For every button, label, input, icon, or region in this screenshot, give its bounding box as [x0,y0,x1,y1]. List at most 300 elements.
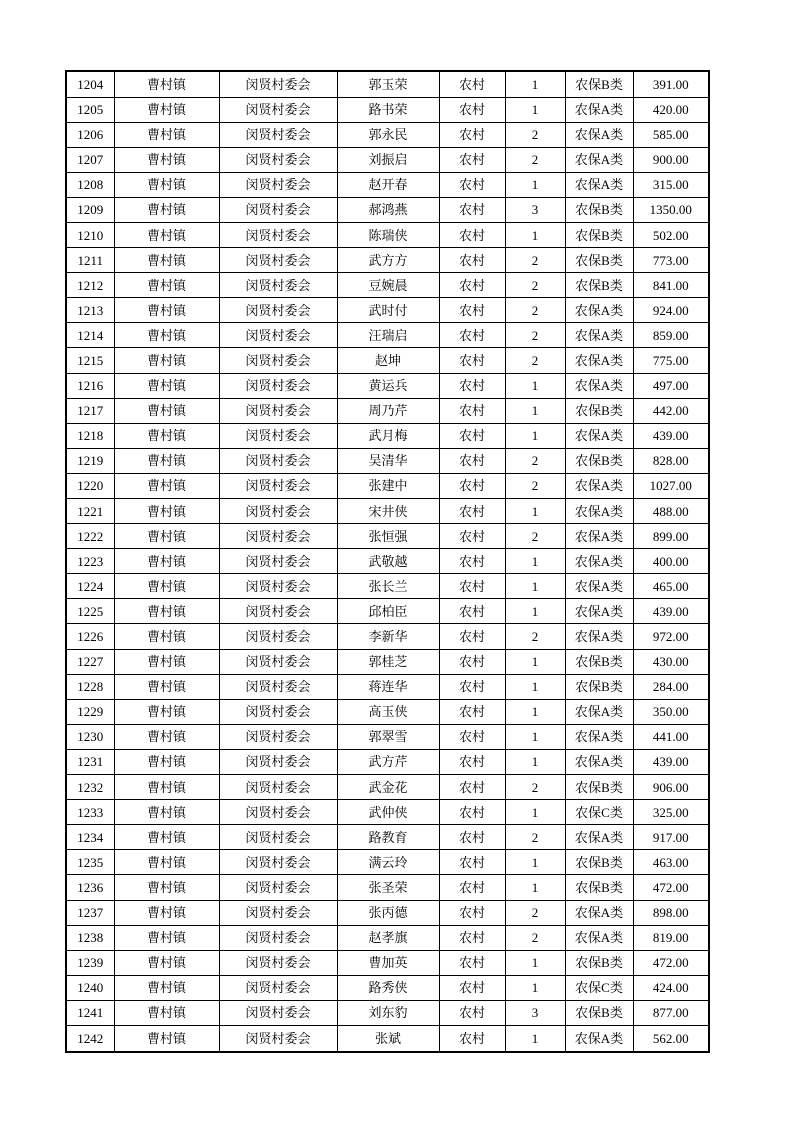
cell-persons: 1 [505,172,565,197]
cell-persons: 1 [505,800,565,825]
cell-town: 曹村镇 [114,749,219,774]
cell-no: 1211 [66,248,114,273]
table-row [66,674,709,699]
cell-no: 1221 [66,499,114,524]
cell-persons: 2 [505,624,565,649]
cell-no: 1234 [66,825,114,850]
cell-name: 周乃芹 [337,398,439,423]
table-row [66,147,709,172]
cell-amount: 284.00 [633,674,709,699]
table-row [66,925,709,950]
cell-name: 黄运兵 [337,373,439,398]
cell-residence: 农村 [439,71,505,97]
insurance-roster-table [65,70,710,1053]
cell-town: 曹村镇 [114,499,219,524]
cell-persons: 2 [505,323,565,348]
cell-residence: 农村 [439,749,505,774]
cell-persons: 2 [505,900,565,925]
cell-village: 闵贤村委会 [219,298,337,323]
cell-name: 武月梅 [337,423,439,448]
cell-amount: 350.00 [633,699,709,724]
cell-town: 曹村镇 [114,800,219,825]
cell-residence: 农村 [439,473,505,498]
cell-town: 曹村镇 [114,624,219,649]
cell-amount: 420.00 [633,97,709,122]
table-body [66,71,709,1052]
cell-insurance: 农保A类 [565,624,633,649]
cell-insurance: 农保B类 [565,398,633,423]
cell-town: 曹村镇 [114,197,219,222]
cell-insurance: 农保A类 [565,97,633,122]
cell-no: 1238 [66,925,114,950]
table-row [66,298,709,323]
cell-town: 曹村镇 [114,398,219,423]
cell-town: 曹村镇 [114,599,219,624]
cell-insurance: 农保B类 [565,950,633,975]
cell-name: 张斌 [337,1025,439,1052]
cell-no: 1230 [66,724,114,749]
cell-persons: 2 [505,122,565,147]
table-row [66,800,709,825]
cell-persons: 1 [505,398,565,423]
cell-town: 曹村镇 [114,975,219,1000]
cell-insurance: 农保A类 [565,172,633,197]
cell-town: 曹村镇 [114,298,219,323]
cell-residence: 农村 [439,900,505,925]
cell-village: 闵贤村委会 [219,624,337,649]
cell-persons: 1 [505,749,565,774]
cell-persons: 1 [505,699,565,724]
cell-residence: 农村 [439,975,505,1000]
table-row [66,423,709,448]
cell-insurance: 农保B类 [565,674,633,699]
cell-amount: 424.00 [633,975,709,1000]
table-row [66,197,709,222]
cell-village: 闵贤村委会 [219,222,337,247]
cell-persons: 1 [505,499,565,524]
cell-town: 曹村镇 [114,1025,219,1052]
cell-name: 张长兰 [337,574,439,599]
cell-no: 1242 [66,1025,114,1052]
cell-amount: 1350.00 [633,197,709,222]
table-row [66,900,709,925]
cell-insurance: 农保A类 [565,473,633,498]
cell-name: 郭永民 [337,122,439,147]
cell-residence: 农村 [439,800,505,825]
cell-residence: 农村 [439,373,505,398]
cell-amount: 441.00 [633,724,709,749]
cell-amount: 430.00 [633,649,709,674]
table-row [66,499,709,524]
cell-name: 路书荣 [337,97,439,122]
cell-name: 武敬越 [337,549,439,574]
cell-village: 闵贤村委会 [219,197,337,222]
cell-town: 曹村镇 [114,875,219,900]
cell-residence: 农村 [439,875,505,900]
table-row [66,624,709,649]
cell-insurance: 农保B类 [565,875,633,900]
cell-residence: 农村 [439,423,505,448]
cell-amount: 1027.00 [633,473,709,498]
cell-residence: 农村 [439,950,505,975]
cell-persons: 1 [505,423,565,448]
table-row [66,1000,709,1025]
cell-insurance: 农保C类 [565,800,633,825]
cell-persons: 2 [505,298,565,323]
cell-name: 赵开春 [337,172,439,197]
cell-amount: 900.00 [633,147,709,172]
table-row [66,448,709,473]
cell-persons: 1 [505,649,565,674]
table-row [66,749,709,774]
table-row [66,248,709,273]
cell-insurance: 农保A类 [565,147,633,172]
cell-persons: 1 [505,71,565,97]
cell-persons: 1 [505,850,565,875]
table-row [66,122,709,147]
cell-town: 曹村镇 [114,97,219,122]
cell-name: 宋井侠 [337,499,439,524]
cell-insurance: 农保A类 [565,900,633,925]
cell-persons: 1 [505,1025,565,1052]
cell-town: 曹村镇 [114,549,219,574]
table-row [66,473,709,498]
cell-persons: 1 [505,97,565,122]
cell-name: 路教育 [337,825,439,850]
cell-no: 1232 [66,775,114,800]
cell-insurance: 农保A类 [565,549,633,574]
cell-persons: 2 [505,524,565,549]
cell-no: 1219 [66,448,114,473]
cell-village: 闵贤村委会 [219,273,337,298]
cell-village: 闵贤村委会 [219,423,337,448]
cell-village: 闵贤村委会 [219,398,337,423]
cell-amount: 841.00 [633,273,709,298]
cell-town: 曹村镇 [114,850,219,875]
table-row [66,273,709,298]
table-row [66,775,709,800]
cell-village: 闵贤村委会 [219,172,337,197]
table-row [66,398,709,423]
cell-town: 曹村镇 [114,574,219,599]
cell-village: 闵贤村委会 [219,775,337,800]
cell-no: 1227 [66,649,114,674]
cell-amount: 442.00 [633,398,709,423]
cell-village: 闵贤村委会 [219,850,337,875]
cell-amount: 439.00 [633,599,709,624]
cell-no: 1218 [66,423,114,448]
cell-name: 郝鸿燕 [337,197,439,222]
cell-persons: 2 [505,248,565,273]
cell-persons: 1 [505,222,565,247]
cell-no: 1217 [66,398,114,423]
cell-residence: 农村 [439,398,505,423]
cell-town: 曹村镇 [114,373,219,398]
table-row [66,699,709,724]
cell-amount: 472.00 [633,875,709,900]
cell-village: 闵贤村委会 [219,749,337,774]
cell-name: 路秀侠 [337,975,439,1000]
cell-persons: 2 [505,775,565,800]
cell-amount: 502.00 [633,222,709,247]
cell-no: 1204 [66,71,114,97]
cell-name: 郭玉荣 [337,71,439,97]
table-row [66,549,709,574]
cell-amount: 899.00 [633,524,709,549]
cell-insurance: 农保A类 [565,373,633,398]
cell-name: 刘东豹 [337,1000,439,1025]
cell-residence: 农村 [439,122,505,147]
cell-persons: 2 [505,825,565,850]
cell-insurance: 农保B类 [565,248,633,273]
cell-village: 闵贤村委会 [219,323,337,348]
cell-persons: 1 [505,975,565,1000]
cell-town: 曹村镇 [114,775,219,800]
cell-residence: 农村 [439,925,505,950]
cell-village: 闵贤村委会 [219,122,337,147]
cell-residence: 农村 [439,649,505,674]
table-row [66,850,709,875]
cell-amount: 585.00 [633,122,709,147]
cell-insurance: 农保A类 [565,499,633,524]
cell-residence: 农村 [439,323,505,348]
cell-persons: 1 [505,674,565,699]
cell-persons: 1 [505,599,565,624]
table-row [66,97,709,122]
cell-no: 1223 [66,549,114,574]
cell-insurance: 农保A类 [565,925,633,950]
cell-name: 吴清华 [337,448,439,473]
cell-no: 1235 [66,850,114,875]
cell-persons: 1 [505,875,565,900]
cell-name: 刘振启 [337,147,439,172]
cell-persons: 2 [505,147,565,172]
cell-residence: 农村 [439,499,505,524]
cell-residence: 农村 [439,775,505,800]
cell-residence: 农村 [439,298,505,323]
table-row [66,1025,709,1052]
cell-town: 曹村镇 [114,71,219,97]
cell-name: 郭桂芝 [337,649,439,674]
cell-village: 闵贤村委会 [219,574,337,599]
cell-amount: 315.00 [633,172,709,197]
cell-amount: 877.00 [633,1000,709,1025]
cell-village: 闵贤村委会 [219,499,337,524]
cell-no: 1229 [66,699,114,724]
cell-name: 张圣荣 [337,875,439,900]
cell-persons: 1 [505,950,565,975]
cell-town: 曹村镇 [114,147,219,172]
cell-insurance: 农保B类 [565,1000,633,1025]
cell-village: 闵贤村委会 [219,248,337,273]
cell-no: 1216 [66,373,114,398]
cell-town: 曹村镇 [114,122,219,147]
cell-residence: 农村 [439,222,505,247]
cell-town: 曹村镇 [114,222,219,247]
cell-amount: 325.00 [633,800,709,825]
cell-residence: 农村 [439,147,505,172]
cell-no: 1236 [66,875,114,900]
cell-village: 闵贤村委会 [219,373,337,398]
cell-amount: 391.00 [633,71,709,97]
cell-persons: 3 [505,197,565,222]
cell-town: 曹村镇 [114,473,219,498]
cell-residence: 农村 [439,624,505,649]
cell-no: 1224 [66,574,114,599]
cell-insurance: 农保B类 [565,273,633,298]
cell-no: 1228 [66,674,114,699]
table-row [66,825,709,850]
table-row [66,323,709,348]
cell-village: 闵贤村委会 [219,649,337,674]
cell-village: 闵贤村委会 [219,599,337,624]
cell-persons: 3 [505,1000,565,1025]
cell-village: 闵贤村委会 [219,71,337,97]
table-row [66,71,709,97]
cell-amount: 819.00 [633,925,709,950]
cell-name: 李新华 [337,624,439,649]
cell-no: 1207 [66,147,114,172]
cell-town: 曹村镇 [114,348,219,373]
cell-amount: 463.00 [633,850,709,875]
cell-amount: 924.00 [633,298,709,323]
cell-village: 闵贤村委会 [219,674,337,699]
cell-town: 曹村镇 [114,925,219,950]
cell-insurance: 农保B类 [565,775,633,800]
cell-name: 邱柏臣 [337,599,439,624]
cell-amount: 465.00 [633,574,709,599]
cell-town: 曹村镇 [114,674,219,699]
cell-residence: 农村 [439,599,505,624]
cell-amount: 472.00 [633,950,709,975]
cell-insurance: 农保B类 [565,448,633,473]
cell-insurance: 农保B类 [565,197,633,222]
cell-name: 汪瑞启 [337,323,439,348]
cell-village: 闵贤村委会 [219,875,337,900]
table-row [66,975,709,1000]
cell-no: 1237 [66,900,114,925]
cell-no: 1213 [66,298,114,323]
cell-name: 张恒强 [337,524,439,549]
cell-village: 闵贤村委会 [219,800,337,825]
cell-name: 赵坤 [337,348,439,373]
cell-residence: 农村 [439,248,505,273]
cell-village: 闵贤村委会 [219,549,337,574]
cell-no: 1240 [66,975,114,1000]
cell-village: 闵贤村委会 [219,448,337,473]
cell-no: 1231 [66,749,114,774]
table-row [66,649,709,674]
cell-name: 高玉侠 [337,699,439,724]
cell-insurance: 农保A类 [565,122,633,147]
cell-village: 闵贤村委会 [219,950,337,975]
cell-residence: 农村 [439,825,505,850]
cell-no: 1239 [66,950,114,975]
cell-village: 闵贤村委会 [219,900,337,925]
cell-name: 武金花 [337,775,439,800]
cell-no: 1225 [66,599,114,624]
cell-residence: 农村 [439,724,505,749]
cell-name: 满云玲 [337,850,439,875]
cell-amount: 775.00 [633,348,709,373]
cell-amount: 773.00 [633,248,709,273]
cell-no: 1214 [66,323,114,348]
cell-amount: 972.00 [633,624,709,649]
cell-residence: 农村 [439,448,505,473]
cell-residence: 农村 [439,549,505,574]
cell-no: 1222 [66,524,114,549]
cell-town: 曹村镇 [114,423,219,448]
cell-insurance: 农保A类 [565,574,633,599]
cell-amount: 497.00 [633,373,709,398]
cell-insurance: 农保A类 [565,298,633,323]
cell-village: 闵贤村委会 [219,524,337,549]
cell-insurance: 农保B类 [565,649,633,674]
cell-residence: 农村 [439,197,505,222]
cell-amount: 400.00 [633,549,709,574]
cell-residence: 农村 [439,574,505,599]
cell-town: 曹村镇 [114,1000,219,1025]
table-row [66,950,709,975]
cell-persons: 2 [505,348,565,373]
cell-residence: 农村 [439,1025,505,1052]
cell-town: 曹村镇 [114,448,219,473]
cell-amount: 439.00 [633,423,709,448]
cell-insurance: 农保A类 [565,423,633,448]
cell-name: 豆婉晨 [337,273,439,298]
cell-residence: 农村 [439,348,505,373]
cell-name: 武仲侠 [337,800,439,825]
cell-town: 曹村镇 [114,524,219,549]
cell-insurance: 农保A类 [565,699,633,724]
cell-village: 闵贤村委会 [219,925,337,950]
table-row [66,875,709,900]
cell-insurance: 农保A类 [565,323,633,348]
cell-village: 闵贤村委会 [219,97,337,122]
table-row [66,373,709,398]
cell-no: 1233 [66,800,114,825]
cell-insurance: 农保A类 [565,1025,633,1052]
cell-no: 1241 [66,1000,114,1025]
cell-name: 武时付 [337,298,439,323]
cell-persons: 2 [505,925,565,950]
cell-no: 1209 [66,197,114,222]
cell-name: 郭翠雪 [337,724,439,749]
cell-persons: 2 [505,473,565,498]
table-row [66,574,709,599]
cell-insurance: 农保A类 [565,825,633,850]
cell-insurance: 农保B类 [565,850,633,875]
cell-amount: 859.00 [633,323,709,348]
cell-insurance: 农保A类 [565,749,633,774]
table-row [66,222,709,247]
cell-village: 闵贤村委会 [219,825,337,850]
cell-insurance: 农保C类 [565,975,633,1000]
cell-residence: 农村 [439,97,505,122]
cell-residence: 农村 [439,1000,505,1025]
table-row [66,348,709,373]
cell-name: 陈瑞侠 [337,222,439,247]
cell-town: 曹村镇 [114,323,219,348]
cell-residence: 农村 [439,674,505,699]
cell-name: 武方芹 [337,749,439,774]
cell-insurance: 农保B类 [565,71,633,97]
cell-town: 曹村镇 [114,825,219,850]
cell-insurance: 农保A类 [565,724,633,749]
cell-insurance: 农保B类 [565,222,633,247]
cell-persons: 2 [505,448,565,473]
cell-amount: 562.00 [633,1025,709,1052]
